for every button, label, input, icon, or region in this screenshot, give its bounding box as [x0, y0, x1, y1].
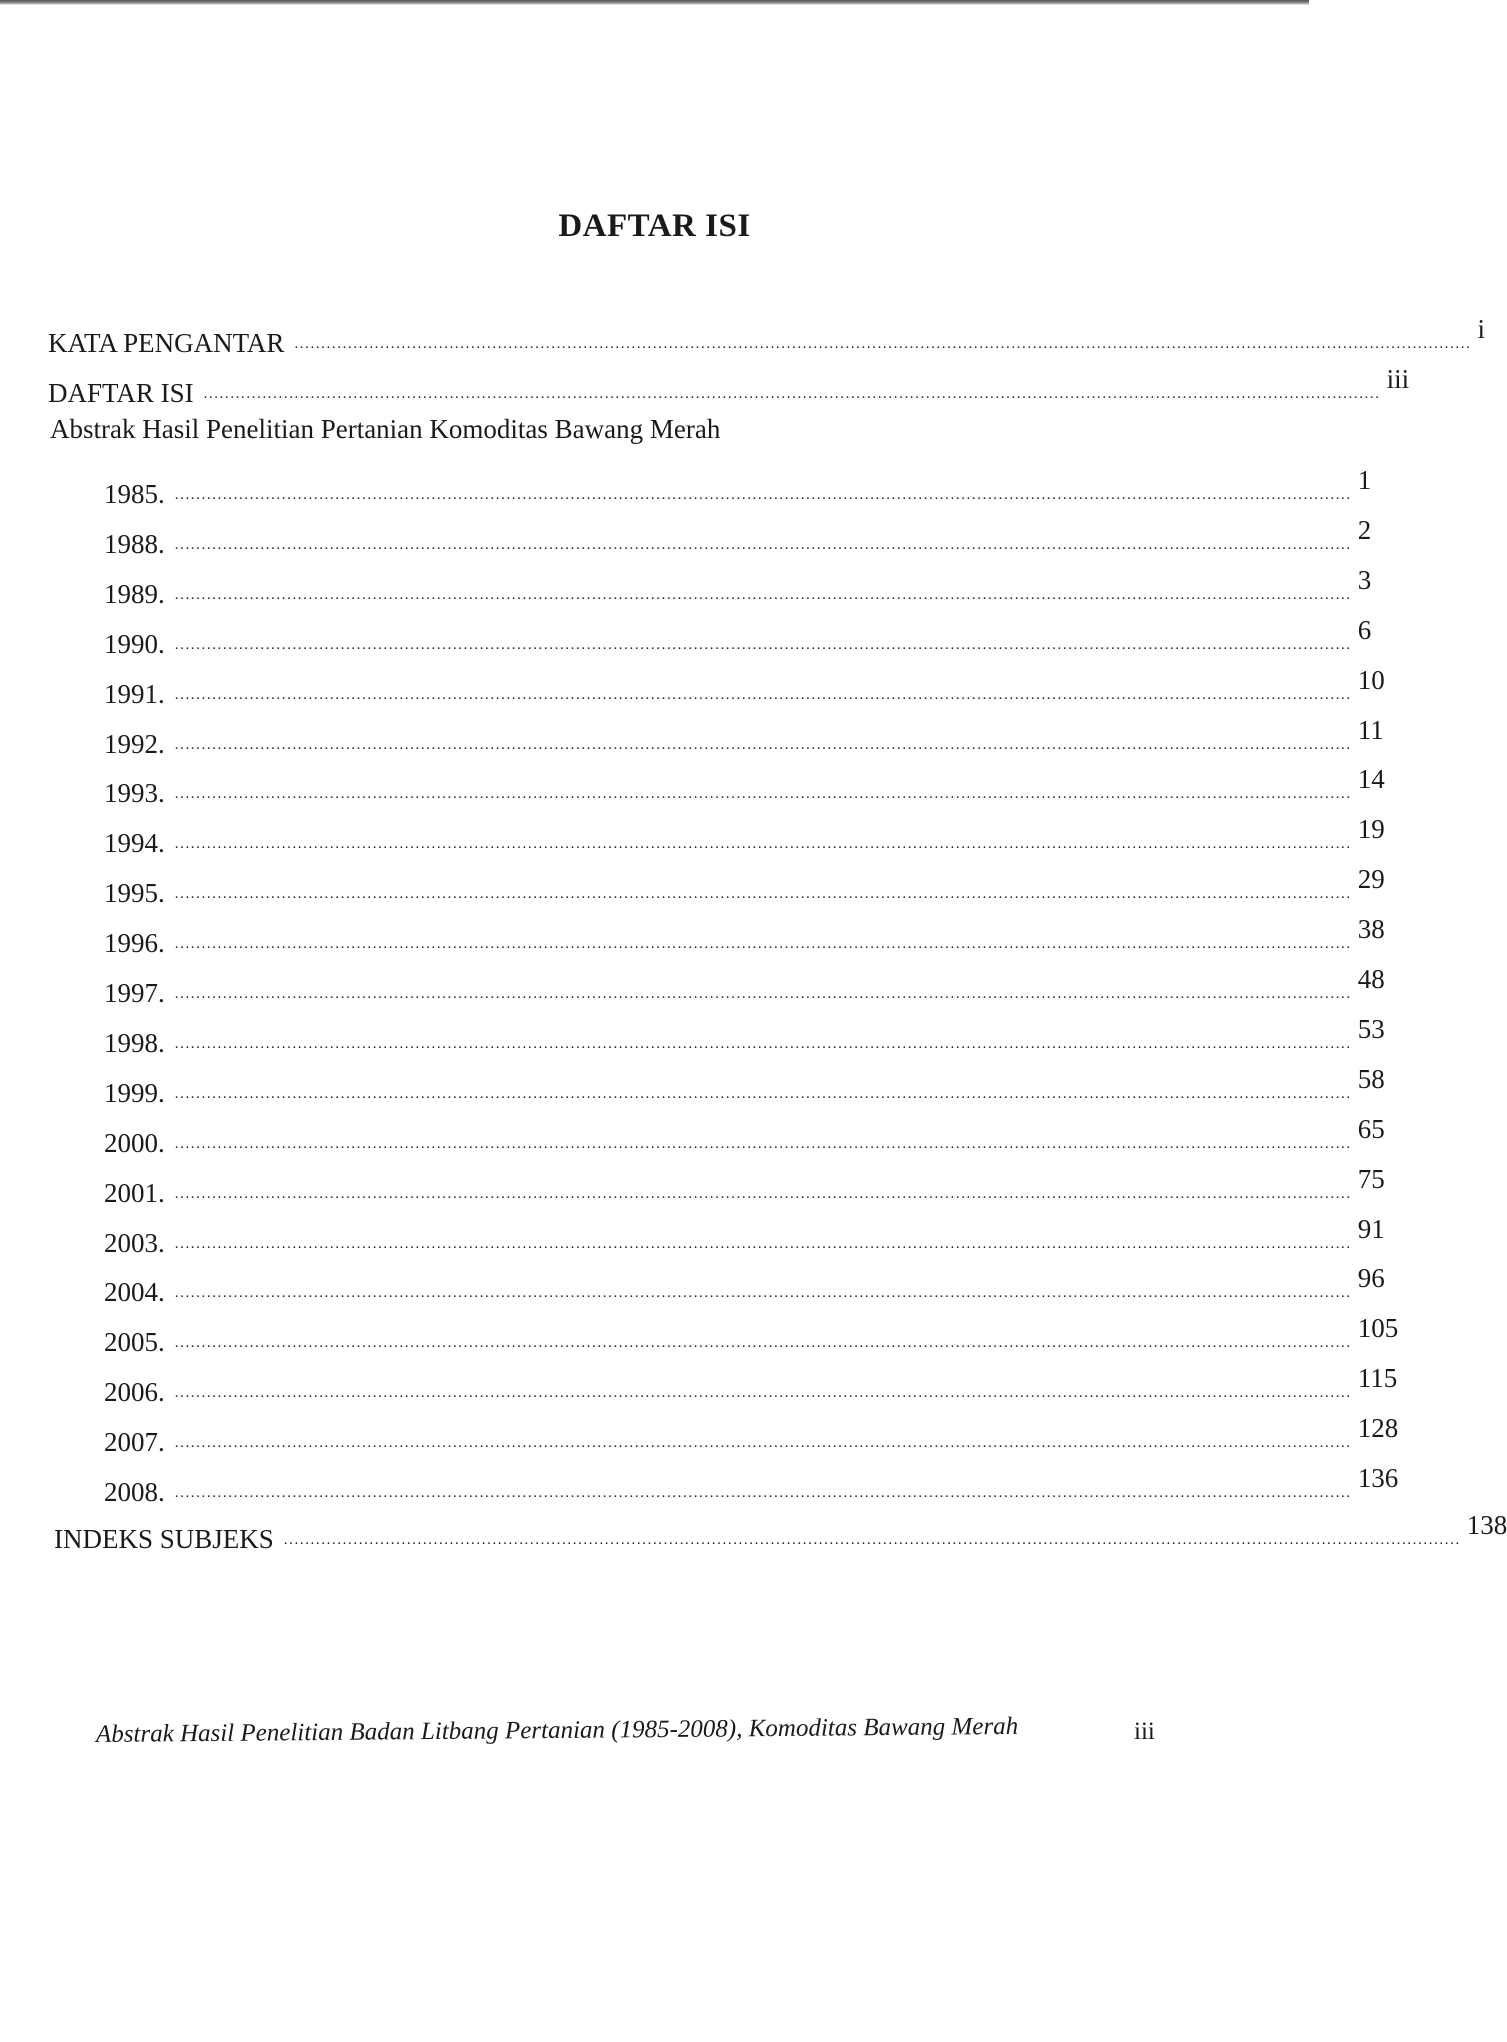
toc-entry-label: 1989.	[104, 579, 165, 609]
toc-year-entry[interactable]	[104, 1164, 1385, 1210]
dot-leader: ............................................................................................................................................................................................................................	[174, 1435, 1352, 1451]
toc-entry-label: 2001.	[104, 1178, 165, 1208]
toc-year-entry[interactable]	[104, 1014, 1385, 1060]
toc-year-entry[interactable]	[104, 964, 1385, 1010]
toc-entry-page: 128	[1357, 1413, 1399, 1443]
toc-entry-page: 136	[1357, 1463, 1399, 1493]
toc-entry-page: 115	[1357, 1363, 1398, 1393]
dot-leader: ............................................................................................................................................................................................................................	[174, 1186, 1352, 1202]
dot-leader: ............................................................................................................................................................................................................................	[174, 786, 1352, 802]
toc-year-entry[interactable]	[104, 615, 1372, 661]
toc-year-entry[interactable]	[104, 1413, 1399, 1459]
dot-leader: ............................................................................................................................................................................................................................	[174, 737, 1352, 753]
toc-entry-page: 105	[1357, 1313, 1399, 1343]
toc-section-heading: Abstrak Hasil Penelitian Pertanian Komoditas Bawang Merah	[50, 414, 721, 444]
toc-year-entry[interactable]	[104, 1463, 1399, 1509]
dot-leader: ............................................................................................................................................................................................................................	[174, 1485, 1352, 1501]
toc-entry-label: 1993.	[104, 778, 165, 808]
toc-entry-label: 1991.	[104, 679, 165, 709]
toc-entry-page: 75	[1357, 1164, 1385, 1194]
dot-leader: ............................................................................................................................................................................................................................	[174, 986, 1352, 1002]
toc-entry-page: 38	[1357, 914, 1385, 944]
dot-leader: ............................................................................................................................................................................................................................	[174, 537, 1352, 553]
toc-year-entry[interactable]	[104, 1263, 1385, 1309]
toc-entry-page: 1	[1357, 465, 1372, 495]
toc-entry-label: 1996.	[104, 928, 165, 958]
toc-year-entry[interactable]	[104, 914, 1385, 960]
toc-year-entry[interactable]	[104, 1114, 1385, 1160]
footer-title: Abstrak Hasil Penelitian Badan Litbang Pertanian (1985-2008), Komoditas Bawang Merah	[95, 1712, 1019, 1748]
toc-year-entry[interactable]	[104, 1064, 1385, 1110]
toc-entry-label: 1994.	[104, 828, 165, 858]
toc-entry-page: 65	[1357, 1114, 1385, 1144]
dot-leader: ............................................................................................................................................................................................................................	[174, 1086, 1352, 1102]
toc-entry[interactable]	[48, 314, 1485, 360]
toc-entry-label: 1992.	[104, 729, 165, 759]
toc-entry-page: i	[1477, 314, 1485, 344]
toc-entry-page: 14	[1357, 764, 1385, 794]
toc-entry-label: 1995.	[104, 878, 165, 908]
dot-leader: ............................................................................................................................................................................................................................	[174, 1036, 1352, 1052]
dot-leader: ............................................................................................................................................................................................................................	[294, 336, 1472, 352]
toc-entry-page: 96	[1357, 1263, 1385, 1293]
toc-year-entry[interactable]	[104, 814, 1385, 860]
toc-entry-label: 1985.	[104, 479, 165, 509]
toc-year-entry[interactable]	[104, 465, 1372, 511]
toc-entry-label: KATA PENGANTAR	[48, 328, 285, 358]
dot-leader: ............................................................................................................................................................................................................................	[174, 836, 1352, 852]
toc-entry-label: 2007.	[104, 1427, 165, 1457]
toc-entry-page: 58	[1357, 1064, 1385, 1094]
toc-year-entry[interactable]	[104, 715, 1384, 761]
toc-entry-label: 1999.	[104, 1078, 165, 1108]
dot-leader: ............................................................................................................................................................................................................................	[174, 886, 1352, 902]
toc-entry-label: 2000.	[104, 1128, 165, 1158]
toc-entry-page: 29	[1357, 864, 1385, 894]
footer-page-number: iii	[1134, 1718, 1155, 1745]
toc-entry-page: 138	[1466, 1510, 1507, 1540]
toc-entry-page: 11	[1357, 715, 1384, 745]
dot-leader: ............................................................................................................................................................................................................................	[174, 637, 1352, 653]
toc-entry-page: iii	[1386, 364, 1410, 394]
toc-entry-label: 2005.	[104, 1327, 165, 1357]
toc-entry-page: 10	[1357, 665, 1385, 695]
toc-year-entry[interactable]	[104, 764, 1385, 810]
toc-entry-page: 3	[1357, 565, 1372, 595]
dot-leader: ............................................................................................................................................................................................................................	[174, 1285, 1352, 1301]
dot-leader: ............................................................................................................................................................................................................................	[174, 587, 1352, 603]
toc-entry-label: DAFTAR ISI	[48, 378, 194, 408]
toc-year-entry[interactable]	[104, 1214, 1385, 1260]
dot-leader: ............................................................................................................................................................................................................................	[203, 386, 1381, 402]
toc-entry-page: 91	[1357, 1214, 1385, 1244]
toc-year-entry[interactable]	[104, 1313, 1399, 1359]
toc-year-entry[interactable]	[104, 665, 1385, 711]
toc-entry-page: 53	[1357, 1014, 1385, 1044]
toc-entry-label: 2006.	[104, 1377, 165, 1407]
toc-entry[interactable]	[48, 364, 1410, 410]
page-title: DAFTAR ISI	[558, 208, 751, 244]
toc-entry-label: 1997.	[104, 978, 165, 1008]
toc-year-entry[interactable]	[104, 1363, 1398, 1409]
toc-entry-page: 2	[1357, 515, 1372, 545]
dot-leader: ............................................................................................................................................................................................................................	[174, 1385, 1352, 1401]
dot-leader: ............................................................................................................................................................................................................................	[174, 487, 1352, 503]
toc-entry-page: 6	[1357, 615, 1372, 645]
toc-entry-label: 2008.	[104, 1477, 165, 1507]
toc-entry-label: 1990.	[104, 629, 165, 659]
toc-entry-label: 1998.	[104, 1028, 165, 1058]
toc-year-entry[interactable]	[104, 864, 1385, 910]
toc-entry-label: 2004.	[104, 1277, 165, 1307]
toc-year-entry[interactable]	[104, 515, 1372, 561]
toc-entry-label: INDEKS SUBJEKS	[54, 1524, 274, 1554]
dot-leader: ............................................................................................................................................................................................................................	[174, 1236, 1352, 1252]
dot-leader: ............................................................................................................................................................................................................................	[174, 1335, 1352, 1351]
toc-entry[interactable]	[54, 1510, 1507, 1556]
toc-entry-page: 48	[1357, 964, 1385, 994]
dot-leader: ............................................................................................................................................................................................................................	[174, 936, 1352, 952]
dot-leader: ............................................................................................................................................................................................................................	[174, 1136, 1352, 1152]
toc-year-entry[interactable]	[104, 565, 1372, 611]
dot-leader: ............................................................................................................................................................................................................................	[174, 687, 1352, 703]
toc-entry-page: 19	[1357, 814, 1385, 844]
toc-entry-label: 1988.	[104, 529, 165, 559]
dot-leader: ............................................................................................................................................................................................................................	[283, 1532, 1461, 1548]
toc-entry-label: 2003.	[104, 1228, 165, 1258]
